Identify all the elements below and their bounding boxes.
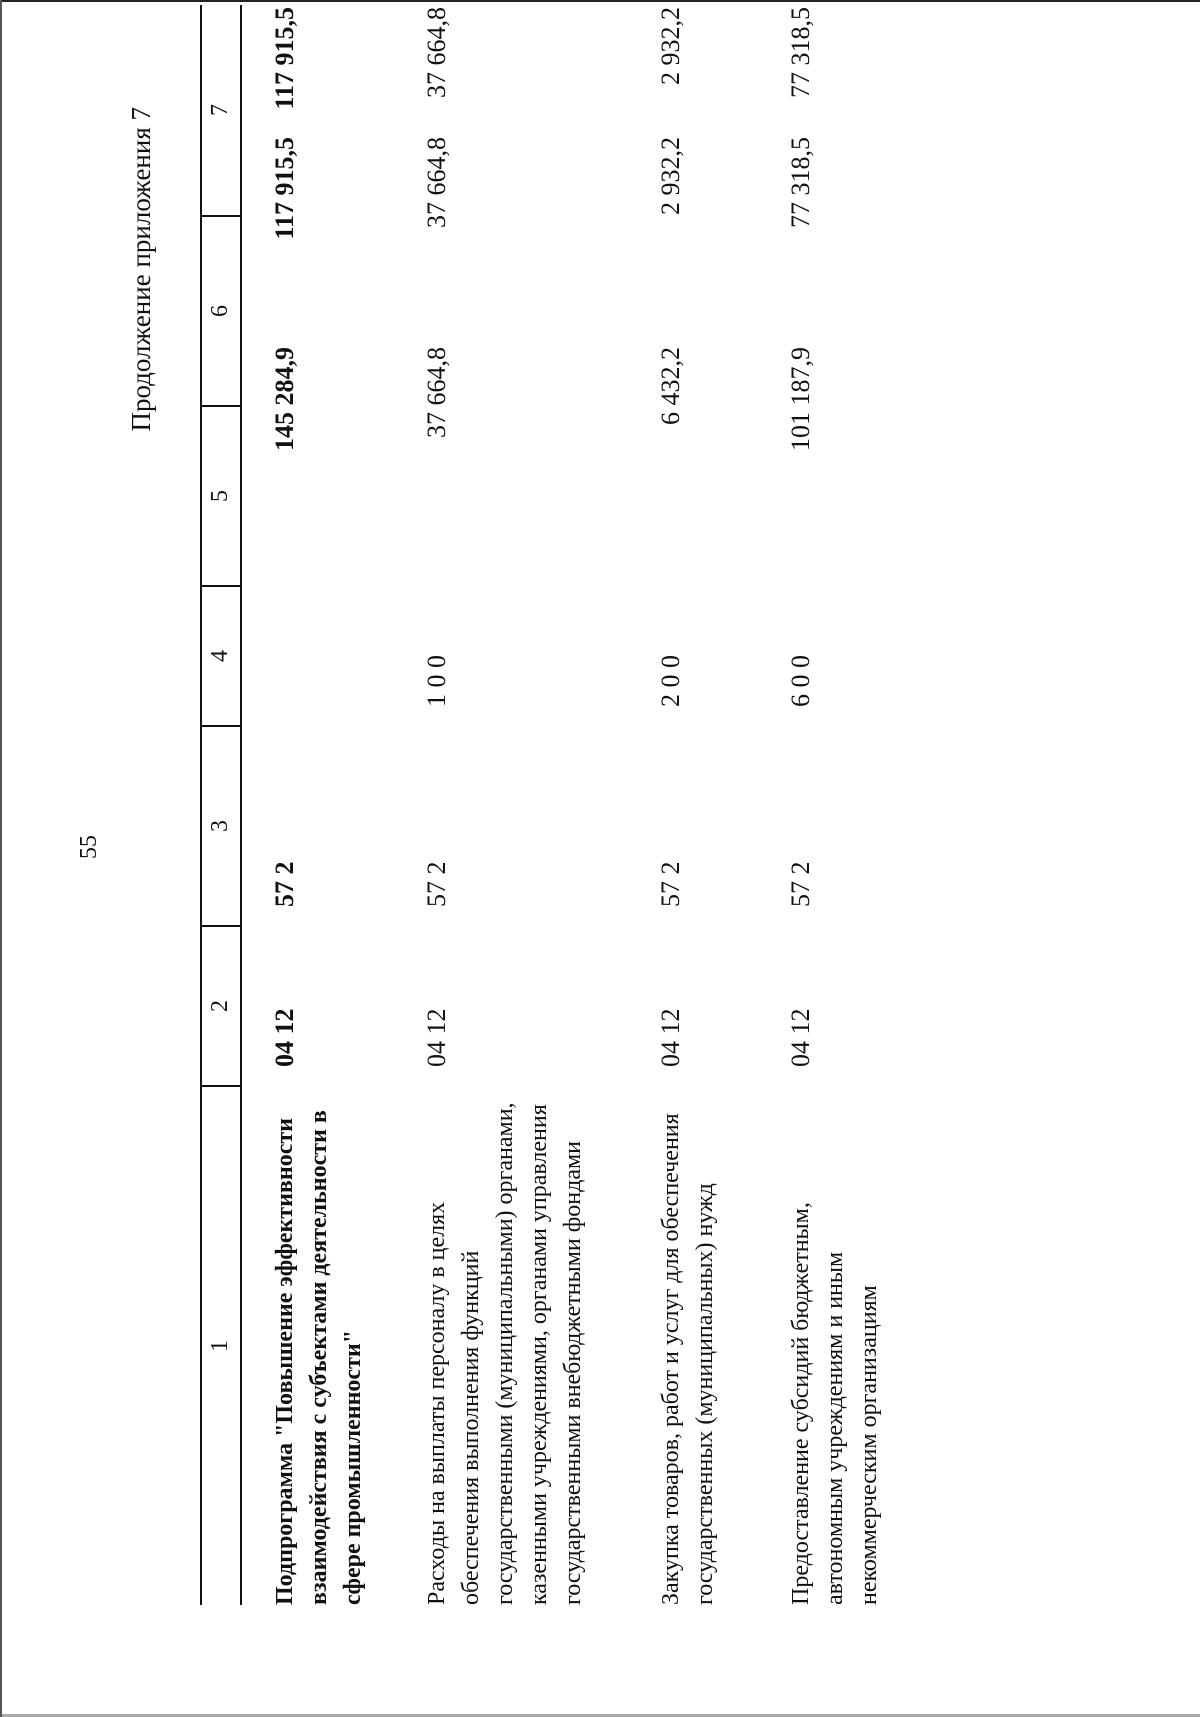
row-col2: 04 12: [786, 1008, 815, 1067]
column-header-1: 1: [207, 1340, 233, 1352]
column-header-3: 3: [207, 820, 233, 832]
row-col6: 2 932,2: [656, 137, 685, 215]
row-col5: 37 664,8: [422, 347, 451, 438]
row-col6: 117 915,5: [270, 137, 299, 240]
row-col4: 2 0 0: [656, 655, 685, 707]
row-col3: 57 2: [422, 861, 451, 907]
header-bottom-rule: [240, 5, 242, 1605]
row-col2: 04 12: [270, 1008, 299, 1067]
row-col3: 57 2: [270, 861, 299, 907]
page-number: 55: [76, 835, 102, 859]
row-col7: 77 318,5: [786, 7, 815, 98]
row-col7: 2 932,2: [656, 7, 685, 85]
row-col4: 1 0 0: [422, 655, 451, 707]
row-col3: 57 2: [786, 861, 815, 907]
row-name: Расходы на выплаты персоналу в целях обеспечения выполнения функций государственными (муниципальными) органами, казенными учреждениями, органами управления государственными внебюджетными фондами: [424, 1102, 586, 1605]
row-col7: 37 664,8: [422, 7, 451, 98]
column-header-6: 6: [207, 305, 233, 317]
row-name: Предоставление субсидий бюджетным, автономным учреждениям и иным некоммерческим организациям: [788, 1202, 882, 1605]
column-header-4: 4: [207, 650, 233, 662]
column-header-2: 2: [207, 1000, 233, 1012]
column-header-5: 5: [207, 490, 233, 502]
appendix-caption: Продолжение приложения 7: [126, 107, 156, 432]
row-name: Подпрограмма "Повышение эффективности взаимодействия с субъектами деятельности в сфере промышленности": [272, 1110, 366, 1605]
row-col2: 04 12: [422, 1008, 451, 1067]
row-col2: 04 12: [656, 1008, 685, 1067]
column-header-7: 7: [207, 104, 233, 116]
row-col7: 117 915,5: [270, 7, 299, 110]
row-name: Закупка товаров, работ и услуг для обеспечения государственных (муниципальных) нужд: [658, 1113, 718, 1605]
row-col3: 57 2: [656, 861, 685, 907]
row-col6: 37 664,8: [422, 137, 451, 228]
row-col6: 77 318,5: [786, 137, 815, 228]
row-col4: 6 0 0: [786, 655, 815, 707]
row-col5: 101 187,9: [786, 347, 815, 451]
row-col5: 6 432,2: [656, 347, 685, 425]
row-col5: 145 284,9: [270, 347, 299, 451]
